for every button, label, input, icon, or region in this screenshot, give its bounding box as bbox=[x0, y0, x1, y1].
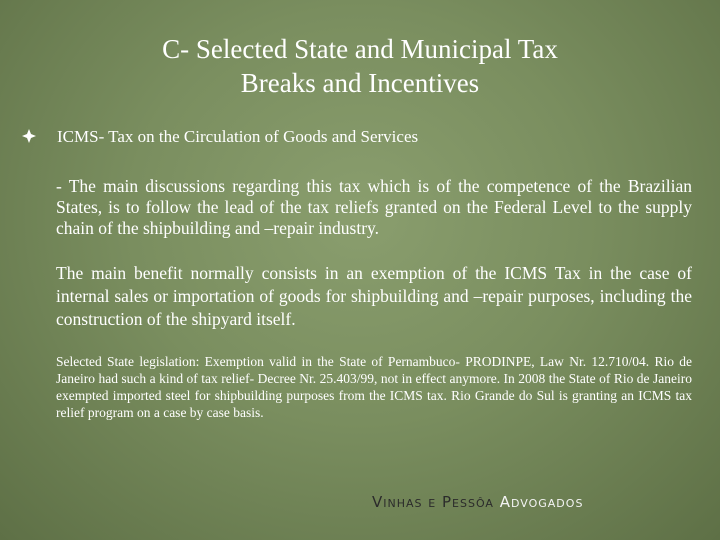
footer-firm-suffix: Advogados bbox=[499, 493, 584, 511]
bullet-text: ICMS- Tax on the Circulation of Goods and Services bbox=[57, 127, 419, 146]
paragraph-main-benefit: The main benefit normally consists in an exemption of the ICMS Tax in the case of internal sales or importation of goods for shipbuilding and –repair purposes, including the construction of the shipyard itself. bbox=[56, 263, 692, 329]
footer-firm-name: Vinhas e Pessôa bbox=[372, 493, 494, 511]
title-line-2: Breaks and Incentives bbox=[240, 68, 480, 98]
slide-title bbox=[60, 32, 660, 100]
title-line-1: C- Selected State and Municipal Tax bbox=[162, 34, 558, 64]
paragraph-discussion: - The main discussions regarding this tax which is of the competence of the Brazilian States, is to follow the lead of the tax reliefs granted on the Federal Level to the supply chain of the shipbuilding and –repair industry. bbox=[56, 176, 692, 238]
paragraph-state-legislation: Selected State legislation: Exemption valid in the State of Pernambuco- PRODINPE, Law Nr. 12.710/04. Rio de Janeiro had such a kind of tax relief- Decree Nr. 25.403/99, not in effect anymore. In 2008 the State of Rio de Janeiro exempted imported steel for shipbuilding purposes from the ICMS tax. Rio Grande do Sul is granting an ICMS tax relief program on a case by case basis. bbox=[56, 354, 692, 420]
diamond-bullet-icon bbox=[22, 129, 36, 143]
footer-logo bbox=[372, 493, 583, 511]
